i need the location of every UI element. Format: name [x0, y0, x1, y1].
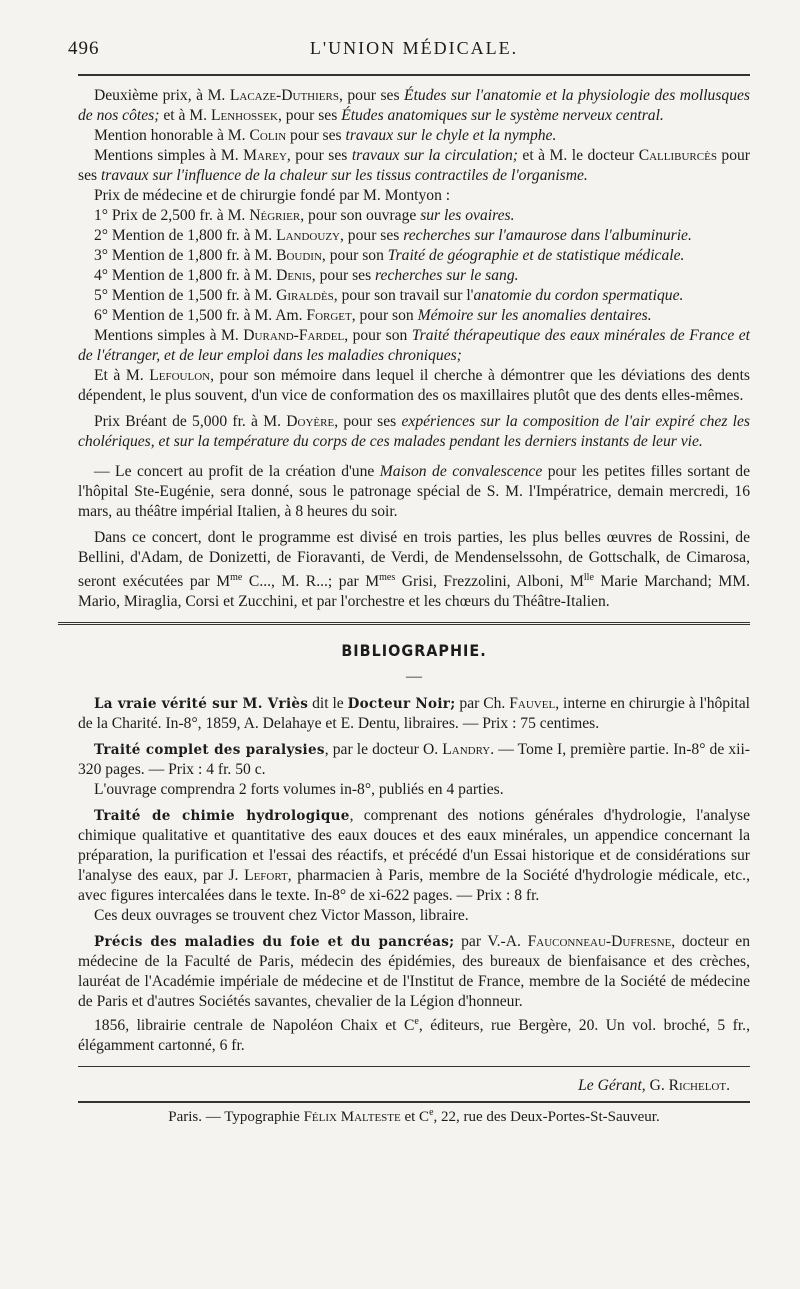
concert-paragraph — [78, 462, 750, 522]
text-run: 3° Mention de 1,800 fr. à M. — [94, 247, 277, 264]
printer-line — [78, 1107, 750, 1126]
text-run: Grisi, Frezzolini, Alboni, M — [395, 573, 584, 591]
text-run: 2° Mention de 1,800 fr. à M. — [94, 227, 277, 244]
prize-paragraph — [78, 306, 750, 326]
bibliography-entry — [78, 806, 750, 906]
text-run: Deuxième prix, à M. — [94, 87, 230, 104]
person-name: Lacaze-Duthiers — [229, 87, 339, 104]
gerant-name: G. Richelot. — [649, 1077, 730, 1095]
book-title: Traité de chimie hydrologique — [94, 808, 350, 825]
bibliography-entry — [78, 1012, 750, 1056]
italic-run: expériences sur la composition de l'air expiré chez les cholériques, et sur la température du corps de ces malades pendant les derniers instants de leur vie. — [78, 413, 750, 450]
text-run: par Ch. — [455, 695, 510, 713]
text-run: 1856, librairie centrale de Napoléon Chaix et C — [94, 1017, 415, 1035]
person-name: Négrier — [249, 207, 301, 224]
text-run: , pour ses — [311, 267, 376, 284]
text-run: Marie Marchand; MM. Mario, Miraglia, Corsi et Zucchini, et par l'orchestre et les chœurs du Théâtre-Italien. — [78, 573, 750, 611]
superscript: e — [429, 1107, 434, 1119]
text-run: Prix Bréant de 5,000 fr. à M. — [94, 413, 287, 430]
italic-run: recherches sur le sang. — [375, 267, 519, 284]
person-name: Fauvel — [509, 695, 556, 713]
text-run: 4° Mention de 1,800 fr. à M. — [94, 267, 277, 284]
bibliography-entry — [78, 740, 750, 780]
prize-paragraph — [78, 286, 750, 306]
footer-rule — [78, 1066, 750, 1067]
bibliography-entry — [78, 780, 750, 800]
text-run: Et à M. — [94, 367, 150, 384]
header-rule — [78, 74, 750, 76]
footer-rule — [78, 1101, 750, 1103]
prize-paragraph — [78, 226, 750, 246]
text-run: Prix de médecine et de chirurgie fondé par M. Montyon : — [94, 187, 451, 204]
prize-list — [78, 86, 750, 452]
person-name: Félix Malteste — [303, 1109, 401, 1126]
person-name: Giraldès — [276, 287, 334, 304]
italic-run: travaux sur le chyle et la nymphe. — [345, 127, 557, 144]
text-run: L'ouvrage comprendra 2 forts volumes in-8°, publiés en 4 parties. — [94, 781, 504, 799]
text-run: dit le — [308, 695, 348, 713]
gerant-label: Le Gérant, — [578, 1077, 646, 1095]
prize-paragraph — [78, 86, 750, 126]
italic-run: recherches sur l'amaurose dans l'albuminurie. — [403, 227, 692, 244]
prize-paragraph — [78, 366, 750, 406]
section-rule — [58, 622, 750, 625]
superscript: e — [414, 1016, 419, 1028]
bibliography-entry — [78, 932, 750, 1012]
text-run: , pour son — [351, 307, 418, 324]
text-run: C..., M. R...; par M — [242, 573, 380, 591]
text-run: Ces deux ouvrages se trouvent chez Victor Masson, libraire. — [94, 907, 469, 925]
bibliography-entry — [78, 906, 750, 926]
italic-run: Études sur l'anatomie et la physiologie des mollusques de nos côtes; — [78, 87, 750, 124]
gerant-signature — [78, 1077, 730, 1095]
title-dash: — — [406, 668, 422, 686]
text-run: , interne en chirurgie à l'hôpital de la Charité. In-8°, 1859, A. Delahaye et E. Dentu, libraires. — Prix : 75 centimes. — [78, 695, 751, 733]
page-number: 496 — [68, 38, 100, 59]
superscript: me — [230, 572, 243, 583]
prize-paragraph — [78, 186, 750, 206]
text-run: et C — [400, 1109, 430, 1126]
person-name: Durand-Fardel — [243, 327, 345, 344]
prize-paragraph — [78, 146, 750, 186]
spacer — [78, 452, 750, 462]
person-name: Landouzy — [276, 227, 340, 244]
book-title: Docteur Noir; — [347, 696, 456, 713]
italic-run: sur les ovaires. — [420, 207, 515, 224]
text-run: , docteur en médecine de la Faculté de Paris, médecin des épidémies, des bureaux de bienfaisance et des crèches, lauréat de l'Académie impériale de médecine et de l'Institut de France, membre de la Société de médecine de Paris et d'autres Sociétés savantes, chevalier de la Légion d'honneur. — [78, 933, 751, 1011]
person-name: Lefort — [244, 867, 288, 885]
prize-paragraph — [78, 126, 750, 146]
text-run: , pour son — [321, 247, 388, 264]
text-run: pour ses — [286, 127, 346, 144]
text-run: , 22, rue des Deux-Portes-St-Sauveur. — [433, 1109, 660, 1126]
person-name: Calliburcès — [638, 147, 717, 164]
text-run: et à M. le docteur — [517, 147, 639, 164]
text-run: , pour son ouvrage — [300, 207, 421, 224]
prize-paragraph — [78, 206, 750, 226]
person-name: Lenhossek — [210, 107, 278, 124]
bibliography-entry — [78, 694, 750, 734]
italic-run: Études anatomiques sur le système nerveux central. — [341, 107, 664, 124]
text-run: — Le concert au profit de la création d'une — [94, 463, 380, 480]
person-name: Landry — [442, 741, 491, 759]
text-run: 5° Mention de 1,500 fr. à M. — [94, 287, 277, 304]
text-run: , pharmacien à Paris, membre de la Société d'hydrologie médicale, etc., avec figures intercalées dans le texte. In-8° de xi-622 pages. — Prix : 8 fr. — [78, 867, 750, 905]
running-title: L'UNION MÉDICALE. — [309, 38, 519, 58]
concert-notice — [78, 462, 750, 612]
text-run: 6° Mention de 1,500 fr. à M. Am. — [94, 307, 307, 324]
bibliography-list — [78, 694, 750, 1056]
text-run: , pour ses — [340, 227, 404, 244]
book-title: Traité complet des paralysies — [94, 742, 325, 759]
concert-paragraph — [78, 528, 750, 612]
text-run: pour ses — [78, 147, 750, 184]
text-run: , éditeurs, rue Bergère, 20. Un vol. broché, 5 fr., élégamment cartonné, 6 fr. — [78, 1017, 750, 1055]
superscript: mes — [379, 572, 396, 583]
text-run: Mentions simples à M. — [94, 327, 244, 344]
text-run: Mentions simples à M. — [94, 147, 244, 164]
prize-paragraph — [78, 326, 750, 366]
book-title: Précis des maladies du foie et du pancréas; — [94, 934, 455, 951]
person-name: Marey — [243, 147, 287, 164]
bibliography-title: BIBLIOGRAPHIE. — [341, 641, 487, 661]
prize-paragraph — [78, 266, 750, 286]
person-name: Fauconneau-Dufresne — [527, 933, 672, 951]
text-run: , pour son mémoire dans lequel il cherche à démontrer que les déviations des dents dépendent, le plus souvent, d'un vice de conformation des os maxillaires plutôt que des dents elles-mêmes. — [78, 367, 750, 404]
italic-run: Traité de géographie et de statistique médicale. — [387, 247, 685, 264]
italic-run: travaux sur l'influence de la chaleur sur les tissus contractiles de l'organisme. — [100, 167, 588, 184]
italic-run: Mémoire sur les anomalies dentaires. — [417, 307, 652, 324]
text-run: , par le docteur O. — [324, 741, 443, 759]
person-name: Denis — [276, 267, 312, 284]
italic-run: anatomie du cordon spermatique. — [473, 287, 684, 304]
person-name: Forget — [306, 307, 352, 324]
italic-run: Maison de convalescence — [379, 463, 543, 480]
person-name: Lefoulon — [149, 367, 211, 384]
prize-paragraph — [78, 412, 750, 452]
text-run: Paris. — Typographie — [168, 1109, 304, 1126]
italic-run: Traité thérapeutique des eaux minérales de France et de l'étranger, et de leur emploi dans les maladies chroniques; — [78, 327, 751, 364]
text-run: , pour son travail sur l' — [333, 287, 474, 304]
text-run: , pour ses — [334, 413, 402, 430]
page-header — [68, 30, 750, 60]
text-run: par V.-A. — [454, 933, 528, 951]
superscript: lle — [583, 572, 594, 583]
text-run: pour les petites filles sortant de l'hôpital Ste-Eugénie, sera donné, sous le patronage spécial de S. M. l'Impératrice, demain mercredi, 16 mars, au théâtre impérial Italien, à 8 heures du soir. — [78, 463, 750, 520]
text-run: , comprenant des notions générales d'hydrologie, l'analyse chimique qualitative et quantitative des eaux douces et des eaux minérales, un appendice concernant la préparation, la purification et l'essai des réactifs, et précédé d'un Essai historique et de considérations sur l'analyse des eaux, par J. — [78, 807, 750, 885]
text-run: Mention honorable à M. — [94, 127, 250, 144]
text-run: et à M. — [159, 107, 211, 124]
prize-paragraph — [78, 246, 750, 266]
book-title: La vraie vérité sur M. Vriès — [94, 696, 309, 713]
text-run: 1° Prix de 2,500 fr. à M. — [94, 207, 250, 224]
text-run: . — Tome I, première partie. In-8° de xii-320 pages. — Prix : 4 fr. 50 c. — [78, 741, 750, 779]
person-name: Doyère — [286, 413, 335, 430]
text-run: , pour ses — [338, 87, 405, 104]
text-run: , pour ses — [286, 147, 352, 164]
person-name: Boudin — [276, 247, 322, 264]
italic-run: travaux sur la circulation; — [351, 147, 518, 164]
person-name: Colin — [249, 127, 287, 144]
text-run: , pour son — [344, 327, 412, 344]
text-run: Dans ce concert, dont le programme est divisé en trois parties, les plus belles œuvres de Rossini, de Bellini, d'Adam, de Donizetti, de Fioravanti, de Verdi, de Mendenselssohn, de Gottschalk, de Cimarosa, seront exécutées par M — [78, 529, 750, 591]
text-run: , pour ses — [277, 107, 342, 124]
